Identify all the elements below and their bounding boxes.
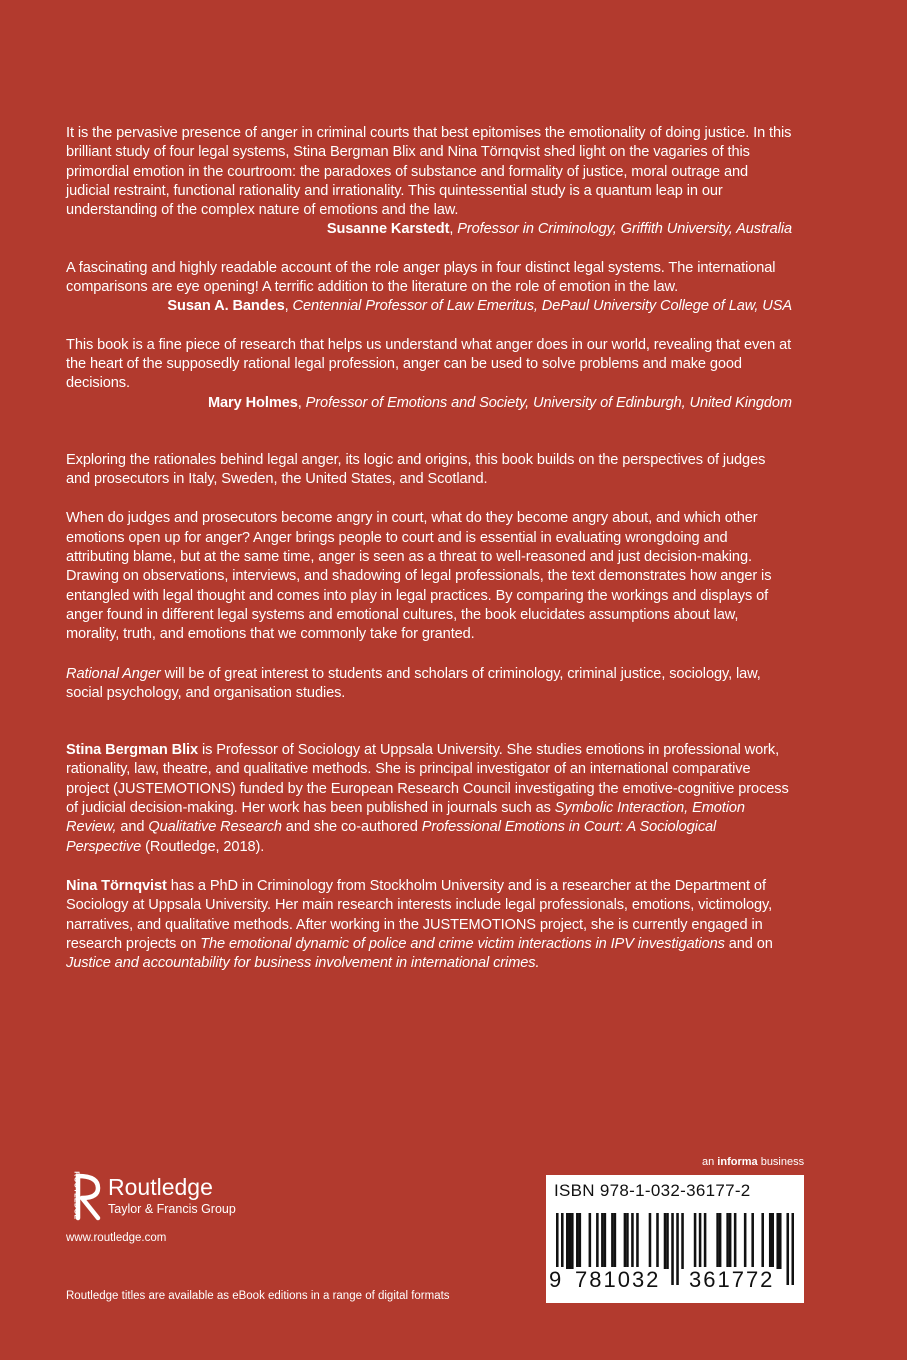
blurb-3-role: Professor of Emotions and Society, University of Edinburgh, United Kingdom — [305, 394, 792, 411]
barcode-bar — [596, 1213, 599, 1269]
barcode-bar — [604, 1213, 607, 1269]
barcode-bar — [664, 1213, 667, 1269]
barcode-label — [546, 1175, 804, 1303]
publisher-name: Routledge — [108, 1174, 213, 1200]
publisher-url[interactable]: www.routledge.com — [66, 1232, 167, 1244]
author-bio-1: Stina Bergman Blix is Professor of Sociology at Uppsala University. She studies emotions in professional work, rationality, law, theatre, and qualitative methods. She is principal investigator of an international comparative project (JUSTEMOTIONS) funded by the European Research Council investigating the emotive-cognitive process of judicial decision-making. Her work has been published in journals such as Symbolic Interaction, Emotion Review, and Qualitative Research and she co-authored Professional Emotions in Court: A Sociological Perspective (Routledge, 2018). — [66, 742, 789, 855]
barcode-bar — [744, 1213, 747, 1269]
barcode-bar — [726, 1213, 729, 1269]
barcode-bar — [779, 1213, 782, 1269]
barcode-bar — [571, 1213, 574, 1269]
barcode-digits-left: 781032 — [575, 1267, 661, 1292]
description-paragraph-1: Exploring the rationales behind legal anger, its logic and origins, this book builds on the perspectives of judges and prosecutors in Italy, Sweden, the United States, and Scotland. — [66, 451, 766, 488]
barcode-bar — [771, 1213, 774, 1269]
informa-business: an informa business — [702, 1156, 805, 1168]
isbn-text: ISBN 978-1-032-36177-2 — [554, 1181, 751, 1200]
barcode-bar — [631, 1213, 634, 1269]
routledge-r-icon — [64, 1170, 104, 1224]
barcode-bar — [614, 1213, 617, 1269]
barcode-bar — [576, 1213, 579, 1269]
blurb-2-name: Susan A. Bandes — [167, 298, 285, 315]
barcode-bar — [704, 1213, 707, 1269]
barcode-bar — [694, 1213, 697, 1269]
blurb-2-role: Centennial Professor of Law Emeritus, DePaul University College of Law, USA — [292, 298, 792, 315]
author-bio-2: Nina Törnqvist has a PhD in Criminology from Stockholm University and is a researcher at the Department of Sociology at Uppsala University. Her main research interests include legal professionals, emotions, victimology, narratives, and qualitative methods. After working in the JUSTEMOTIONS project, she is currently engaged in research projects on The emotional dynamic of police and crime victim interactions in IPV investigations and on Justice and accountability for business involvement in international crimes. — [66, 877, 773, 972]
blurb-3-attribution: Mary Holmes, Professor of Emotions and Society, University of Edinburgh, United Kingdom — [207, 394, 792, 411]
barcode-bar — [699, 1213, 702, 1269]
barcode-bar — [649, 1213, 652, 1269]
barcode-bar — [716, 1213, 719, 1269]
barcode-bar — [761, 1213, 764, 1269]
book-title: Rational Anger — [66, 665, 161, 682]
barcode-digits-right: 361772 — [689, 1267, 775, 1292]
routledge-logo — [64, 1170, 304, 1230]
barcode-bar — [601, 1213, 604, 1269]
barcode-bar — [681, 1213, 684, 1269]
logo-vertical-text: ROUTLEDGE — [72, 1171, 80, 1220]
barcode-bar — [626, 1213, 629, 1269]
barcode-bar — [569, 1213, 572, 1269]
description-paragraph-2: When do judges and prosecutors become angry in court, what do they become angry about, and which other emotions open up for anger? Anger brings people to court and is essential in evaluating wrongdoing and attributing blame, but at the same time, anger is seen as a threat to well-reasoned and just decision-making. Drawing on observations, interviews, and shadowing of legal professionals, the text demonstrates how anger is entangled with legal thought and comes into play in legal practices. By comparing the workings and displays of anger found in different legal systems and emotional cultures, the book elucidates assumptions about law, morality, truth, and emotions that we commonly take for granted. — [66, 510, 772, 643]
barcode-bar — [579, 1213, 582, 1269]
barcode-bar — [734, 1213, 737, 1269]
blurb-3-name: Mary Holmes — [207, 394, 298, 411]
barcode-bar — [776, 1213, 779, 1269]
barcode-bar — [611, 1213, 614, 1269]
barcode-digits — [548, 1267, 802, 1303]
blurb-2-attribution: Susan A. Bandes, Centennial Professor of Law Emeritus, DePaul University College of Law, USA — [167, 298, 792, 315]
barcode-bar — [729, 1213, 732, 1269]
barcode-bar — [666, 1213, 669, 1269]
barcode-bar — [751, 1213, 754, 1269]
blurb-1-attribution: Susanne Karstedt, Professor in Criminology, Griffith University, Australia — [326, 221, 792, 238]
barcode-bar — [769, 1213, 772, 1269]
barcode-bar — [719, 1213, 722, 1269]
blurb-1-role: Professor in Criminology, Griffith University, Australia — [457, 221, 792, 238]
barcode-bar — [624, 1213, 627, 1269]
barcode-bar — [589, 1213, 592, 1269]
barcode-bar — [656, 1213, 659, 1269]
blurb-3-text: This book is a fine piece of research that helps us understand what anger does in our world, revealing that even at the heart of the supposedly rational legal profession, anger can be used to solve problems and make good decisions. — [66, 336, 792, 392]
barcode-bar — [566, 1213, 569, 1269]
blurb-1-text: It is the pervasive presence of anger in criminal courts that best epitomises the emotionality of doing justice. In this brilliant study of four legal systems, Stina Bergman Blix and Nina Törnqvist shed light on the vagaries of this primordial emotion in the courtroom: the paradoxes of substance and formality of justice, moral outrage and judicial restraint, functional rationality and irrationality. This quintessential study is a quantum leap in our understanding of the complex nature of emotions and the law. — [66, 125, 792, 219]
author-1-name: Stina Bergman Blix — [66, 742, 199, 759]
blurb-1-name: Susanne Karstedt — [326, 221, 450, 238]
publisher-group: Taylor & Francis Group — [108, 1202, 236, 1216]
cover-text — [66, 124, 792, 973]
description-paragraph-3: Rational Anger will be of great interest to students and scholars of criminology, criminal justice, sociology, law, social psychology, and organisation studies. — [66, 665, 761, 701]
ebook-note: Routledge titles are available as eBook editions in a range of digital formats — [66, 1290, 450, 1302]
barcode-digit-first: 9 — [549, 1267, 564, 1292]
barcode-bar — [636, 1213, 639, 1269]
author-2-name: Nina Törnqvist — [66, 877, 167, 894]
blurb-2-text: A fascinating and highly readable account of the role anger plays in four distinct legal systems. The international comparisons are eye opening! A terrific addition to the literature on the role of emotion in the law. — [66, 259, 776, 296]
